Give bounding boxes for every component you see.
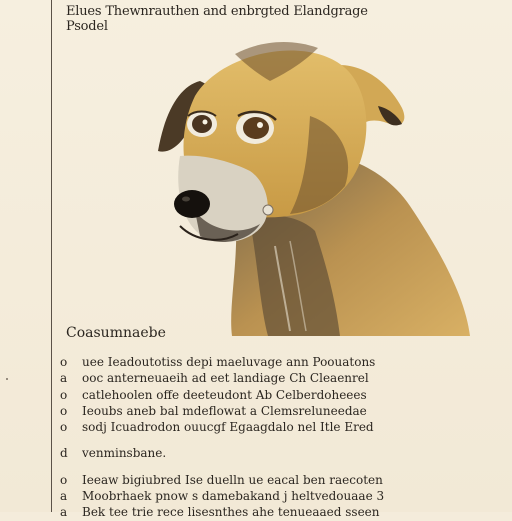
list-bullet: a — [60, 489, 68, 504]
list-bullet: o — [60, 420, 68, 435]
text-list — [60, 354, 470, 521]
list-item-text: sodj Icuadrodon ouucgf Egaagdalo nel Itle Ered — [82, 420, 374, 435]
list-item — [60, 445, 470, 461]
list-item — [60, 387, 470, 403]
list-item-text: Ieoubs aneb bal mdeflowat a Clemsreluneedae — [82, 403, 367, 418]
header-line-1: Elues Thewnrauthen and enbrgted Elandgrage — [66, 4, 368, 19]
list-item — [60, 488, 470, 504]
list-item-text: uee Ieadoutotiss depi maeluvage ann Poouatons — [82, 355, 376, 369]
list-item-text: catlehoolen offe deeteudont Ab Celberdoheees — [82, 387, 367, 402]
dog-portrait-illustration — [140, 36, 480, 336]
list-bullet: a — [60, 505, 68, 520]
list-bullet: o — [60, 355, 68, 369]
list-item-text: Bek tee trie rece lisesnthes ahe tenueaaed sseen — [82, 505, 380, 520]
header-line-2: Psodel — [66, 19, 108, 34]
section-heading: Coasumnaebe — [66, 325, 166, 341]
list-bullet: a — [60, 371, 68, 386]
list-item-text: Ieeaw bigiubred Ise duelln ue eacal ben raecoten — [82, 472, 383, 487]
margin-rule — [51, 0, 52, 512]
list-item — [60, 354, 470, 370]
document-header — [66, 4, 466, 34]
list-item — [60, 403, 470, 419]
stray-ink-mark — [6, 378, 8, 380]
list-item — [60, 370, 470, 386]
list-item-text: Moobrhaek pnow s damebakand j heltvedouaae 3 — [82, 489, 385, 504]
list-item — [60, 504, 470, 520]
list-item — [60, 472, 470, 488]
list-item-text: venminsbane. — [82, 446, 167, 461]
list-item — [60, 419, 470, 435]
list-bullet: o — [60, 387, 68, 402]
list-bullet: o — [60, 403, 68, 418]
list-item-text: ooc anterneuaeih ad eet landiage Ch Cleaenrel — [82, 371, 369, 386]
list-bullet: o — [60, 472, 68, 487]
list-bullet: d — [60, 446, 68, 461]
